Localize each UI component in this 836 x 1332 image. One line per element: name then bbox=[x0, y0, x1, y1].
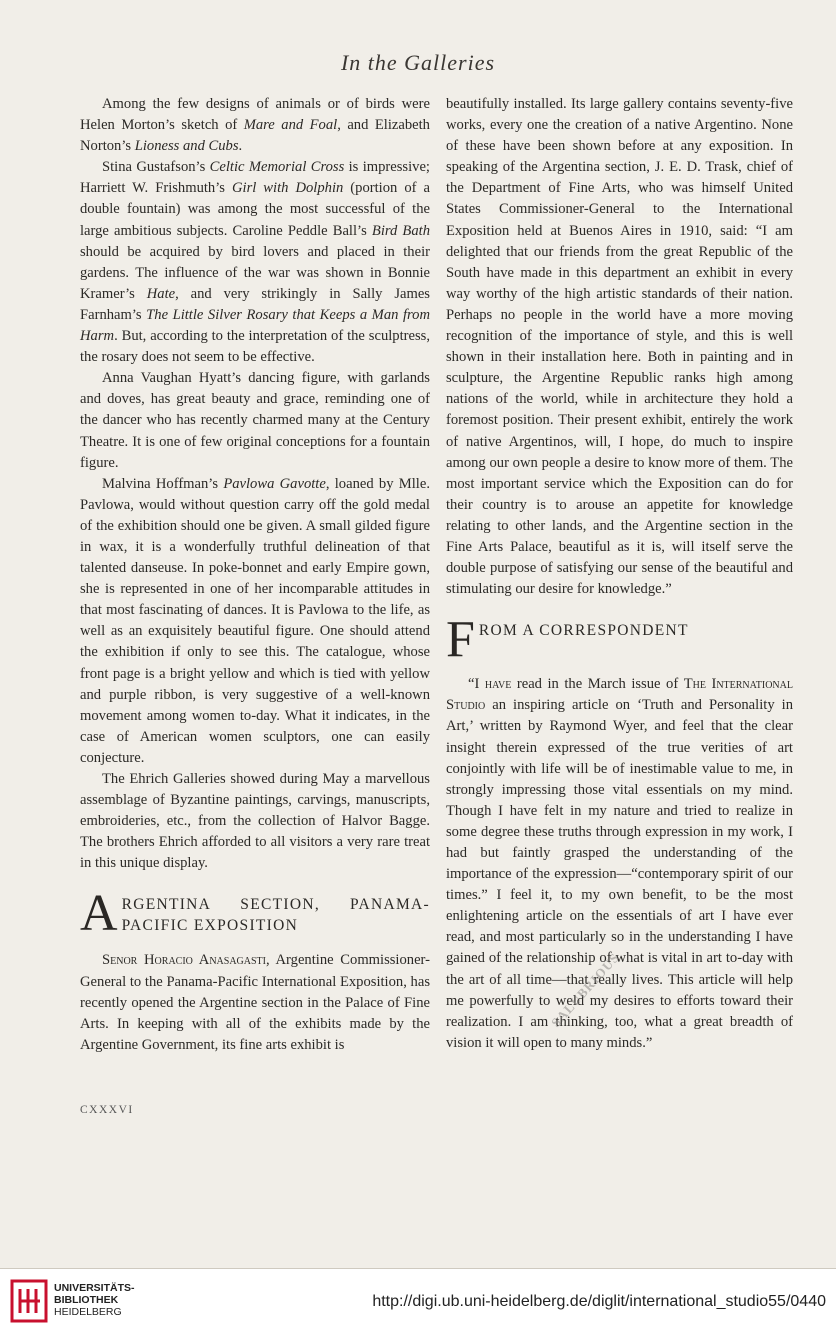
source-url-link[interactable]: http://digi.ub.uni-heidelberg.de/diglit/international_studio55/0440 bbox=[372, 1293, 826, 1310]
paragraph: beautifully installed. Its large gallery contains seventy-five works, every one the creation of a native Argentino. None of these have been shown before at any exposition. In speaking of the Argentina section, J. E. D. Trask, chief of the Department of Fine Arts, who was himself United States Commissioner-General to the International Exposition held at Buenos Aires in 1910, said: “I am delighted that our friends from the great Republic of the South have made in this department an exhibit in every way worthy of the high artistic standards of their nation. Perhaps no people in the world have a more moving recognition of the importance of style, and this is well shown in their installation here. Both in painting and in sculpture, the Argentine Republic ranks high among nations of the world, while in architecture they hold a foremost position. Their present exhibit, entirely the work of native Argentinos, will, I hope, do much to inspire among our own people a desire to know more of them. The most important service which the Exposition can do for their country is to arouse an appetite for knowledge relating to other lands, and the Argentine section in the Fine Arts Palace, beautiful as it is, will itself serve the double purpose of satisfying our sense of the beautiful and stimulating our desire for knowledge.” bbox=[446, 96, 793, 598]
running-header: In the Galleries bbox=[340, 50, 496, 75]
paragraph: Among the few designs of animals or of birds were Helen Morton’s sketch of Mare and Foal, and Elizabeth Norton’s Lioness and Cubs. bbox=[80, 96, 430, 155]
library-name: UNIVERSITÄTS- BIBLIOTHEK HEIDELBERG bbox=[54, 1282, 135, 1318]
library-stamp: SALUBRIOUS bbox=[548, 949, 623, 1031]
paragraph: The Ehrich Galleries showed during May a marvellous assemblage of Byzantine paintings, carvings, manuscripts, embroideries, etc., from the collection of Halvor Bagge. The brothers Ehrich afforded to all visitors a very rare treat in this unique display. bbox=[80, 771, 430, 872]
library-logo-icon bbox=[10, 1279, 50, 1323]
page-number: CXXXVI bbox=[80, 1104, 134, 1116]
paragraph: Malvina Hoffman’s Pavlowa Gavotte, loaned by Mlle. Pavlowa, would without question carry off the gold medal of the exhibition should one be given. A small gilded figure in wax, it is a wonderfully truthful delineation of that talented danseuse. In poke-bonnet and early Empire gown, she is represented in one of her incomparable attitudes in that most fascinating of dances. It is Pavlowa to the life, as well as an exquisitely beautiful figure. One should attend the exhibition if only to see this. The catalogue, whose front page is a bright yellow and which is tied with yellow and purple ribbon, is very suggestive of a well-known movement among women to-day. What it indicates, in the case of American women sculptors, one can easily conjecture. bbox=[80, 475, 430, 766]
digitization-footer bbox=[0, 1268, 836, 1332]
section-heading bbox=[80, 885, 430, 943]
right-column bbox=[446, 94, 793, 1054]
drop-cap: F bbox=[446, 611, 475, 669]
section-heading bbox=[446, 611, 793, 669]
section-heading-text: RGENTINA SECTION, PANAMA-PACIFIC EXPOSITION bbox=[121, 896, 430, 935]
paragraph: “I have read in the March issue of The International Studio an inspiring article on ‘Truth and Personality in Art,’ written by Raymond Wyer, and feel that the clear insight therein expressed of the true verities of art conjointly with life will be of inestimable value to me, in strongly impressing those vital essentials on my mind. Though I have felt in my nature and tried to realize in some degree these truths through expression in my work, I had but faintly grasped the understanding of the importance of the expression—“contemporary spirit of our times.” I feel it, to my own benefit, to be the most enlightening article on the essentials of art I have ever read, and most particularly so in the understanding I have gained of the relationship of what is vital in art to-day with the art of all time—that really lives. This article will help me powerfully to weld my desires to efforts toward their realization. I am thinking, too, what a great breadth of vision it will open to many minds.” bbox=[446, 676, 793, 1051]
paragraph: Stina Gustafson’s Celtic Memorial Cross is impressive; Harriett W. Frishmuth’s Girl with Dolphin (portion of a double fountain) was among the most successful of the large ambitious subjects. Caroline Peddle Ball’s Bird Bath should be acquired by bird lovers and placed in their gardens. The influence of the war was shown in Bonnie Kramer’s Hate, and very strikingly in Sally James Farnham’s The Little Silver Rosary that Keeps a Man from Harm. But, according to the interpretation of the sculptress, the rosary does not seem to be effective. bbox=[80, 159, 430, 366]
section-heading-text: ROM A CORRESPONDENT bbox=[478, 622, 689, 640]
left-column bbox=[80, 94, 430, 1056]
drop-cap: A bbox=[80, 885, 118, 943]
paragraph: Anna Vaughan Hyatt’s dancing figure, with garlands and doves, has great beauty and grace, reminding one of the dancer who has recently charmed many at the Century Theatre. It is one of few original conceptions for a fountain figure. bbox=[80, 370, 430, 471]
paragraph: Senor Horacio Anasagasti, Argentine Commissioner-General to the Panama-Pacific International Exposition, has recently opened the Argentine section in the Palace of Fine Arts. In keeping with all of the exhibits made by the Argentine Government, its fine arts exhibit is bbox=[80, 952, 430, 1053]
